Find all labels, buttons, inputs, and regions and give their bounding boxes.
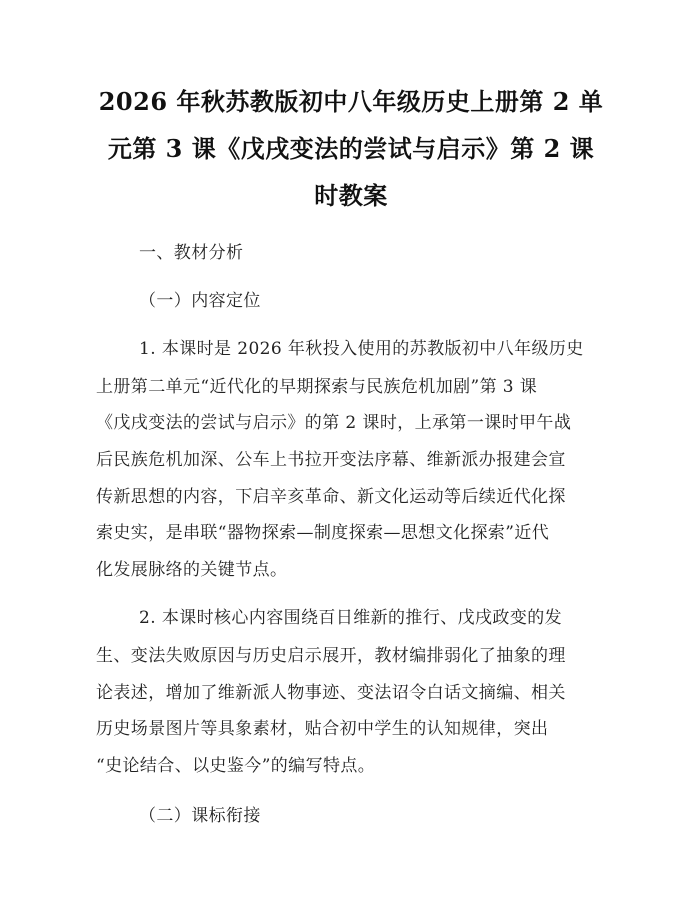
paragraph-1-line: 化发展脉络的关键节点。	[96, 560, 288, 580]
paragraph-2-line: 2. 本课时核心内容围绕百日维新的推行、戊戌政变的发	[139, 608, 563, 628]
subsection-heading-content-positioning: （一）内容定位	[139, 291, 261, 311]
paragraph-1-line: 《戊戌变法的尝试与启示》的第 2 课时，上承第一课时甲午战	[96, 413, 572, 433]
subsection-heading-curriculum-alignment: （二）课标衔接	[139, 806, 261, 826]
paragraph-2-line: 论表述，增加了维新派人物事迹、变法诏令白话文摘编、相关	[96, 683, 566, 703]
paragraph-1-line: 传新思想的内容，下启辛亥革命、新文化运动等后续近代化探	[96, 487, 566, 507]
paragraph-1-line: 1. 本课时是 2026 年秋投入使用的苏教版初中八年级历史	[139, 339, 584, 359]
paragraph-1-line: 上册第二单元“近代化的早期探索与民族危机加剧”第 3 课	[96, 377, 538, 397]
paragraph-2-line: 生、变法失败原因与历史启示展开，教材编排弱化了抽象的理	[96, 646, 566, 666]
section-heading-textbook-analysis: 一、教材分析	[139, 243, 244, 263]
title-line-1: 2026 年秋苏教版初中八年级历史上册第 2 单	[98, 87, 604, 116]
paragraph-1-line: 后民族危机加深、公车上书拉开变法序幕、维新派办报建会宣	[96, 450, 566, 470]
document-title	[96, 78, 606, 219]
title-line-3: 时教案	[314, 181, 388, 210]
paragraph-2-line: “史论结合、以史鉴今”的编写特点。	[96, 756, 376, 776]
paragraph-1-line: 索史实，是串联“器物探索—制度探索—思想文化探索”近代	[96, 523, 550, 543]
title-line-2: 元第 3 课《戊戌变法的尝试与启示》第 2 课	[107, 134, 595, 163]
paragraph-2-line: 历史场景图片等具象素材，贴合初中学生的认知规律，突出	[96, 719, 549, 739]
